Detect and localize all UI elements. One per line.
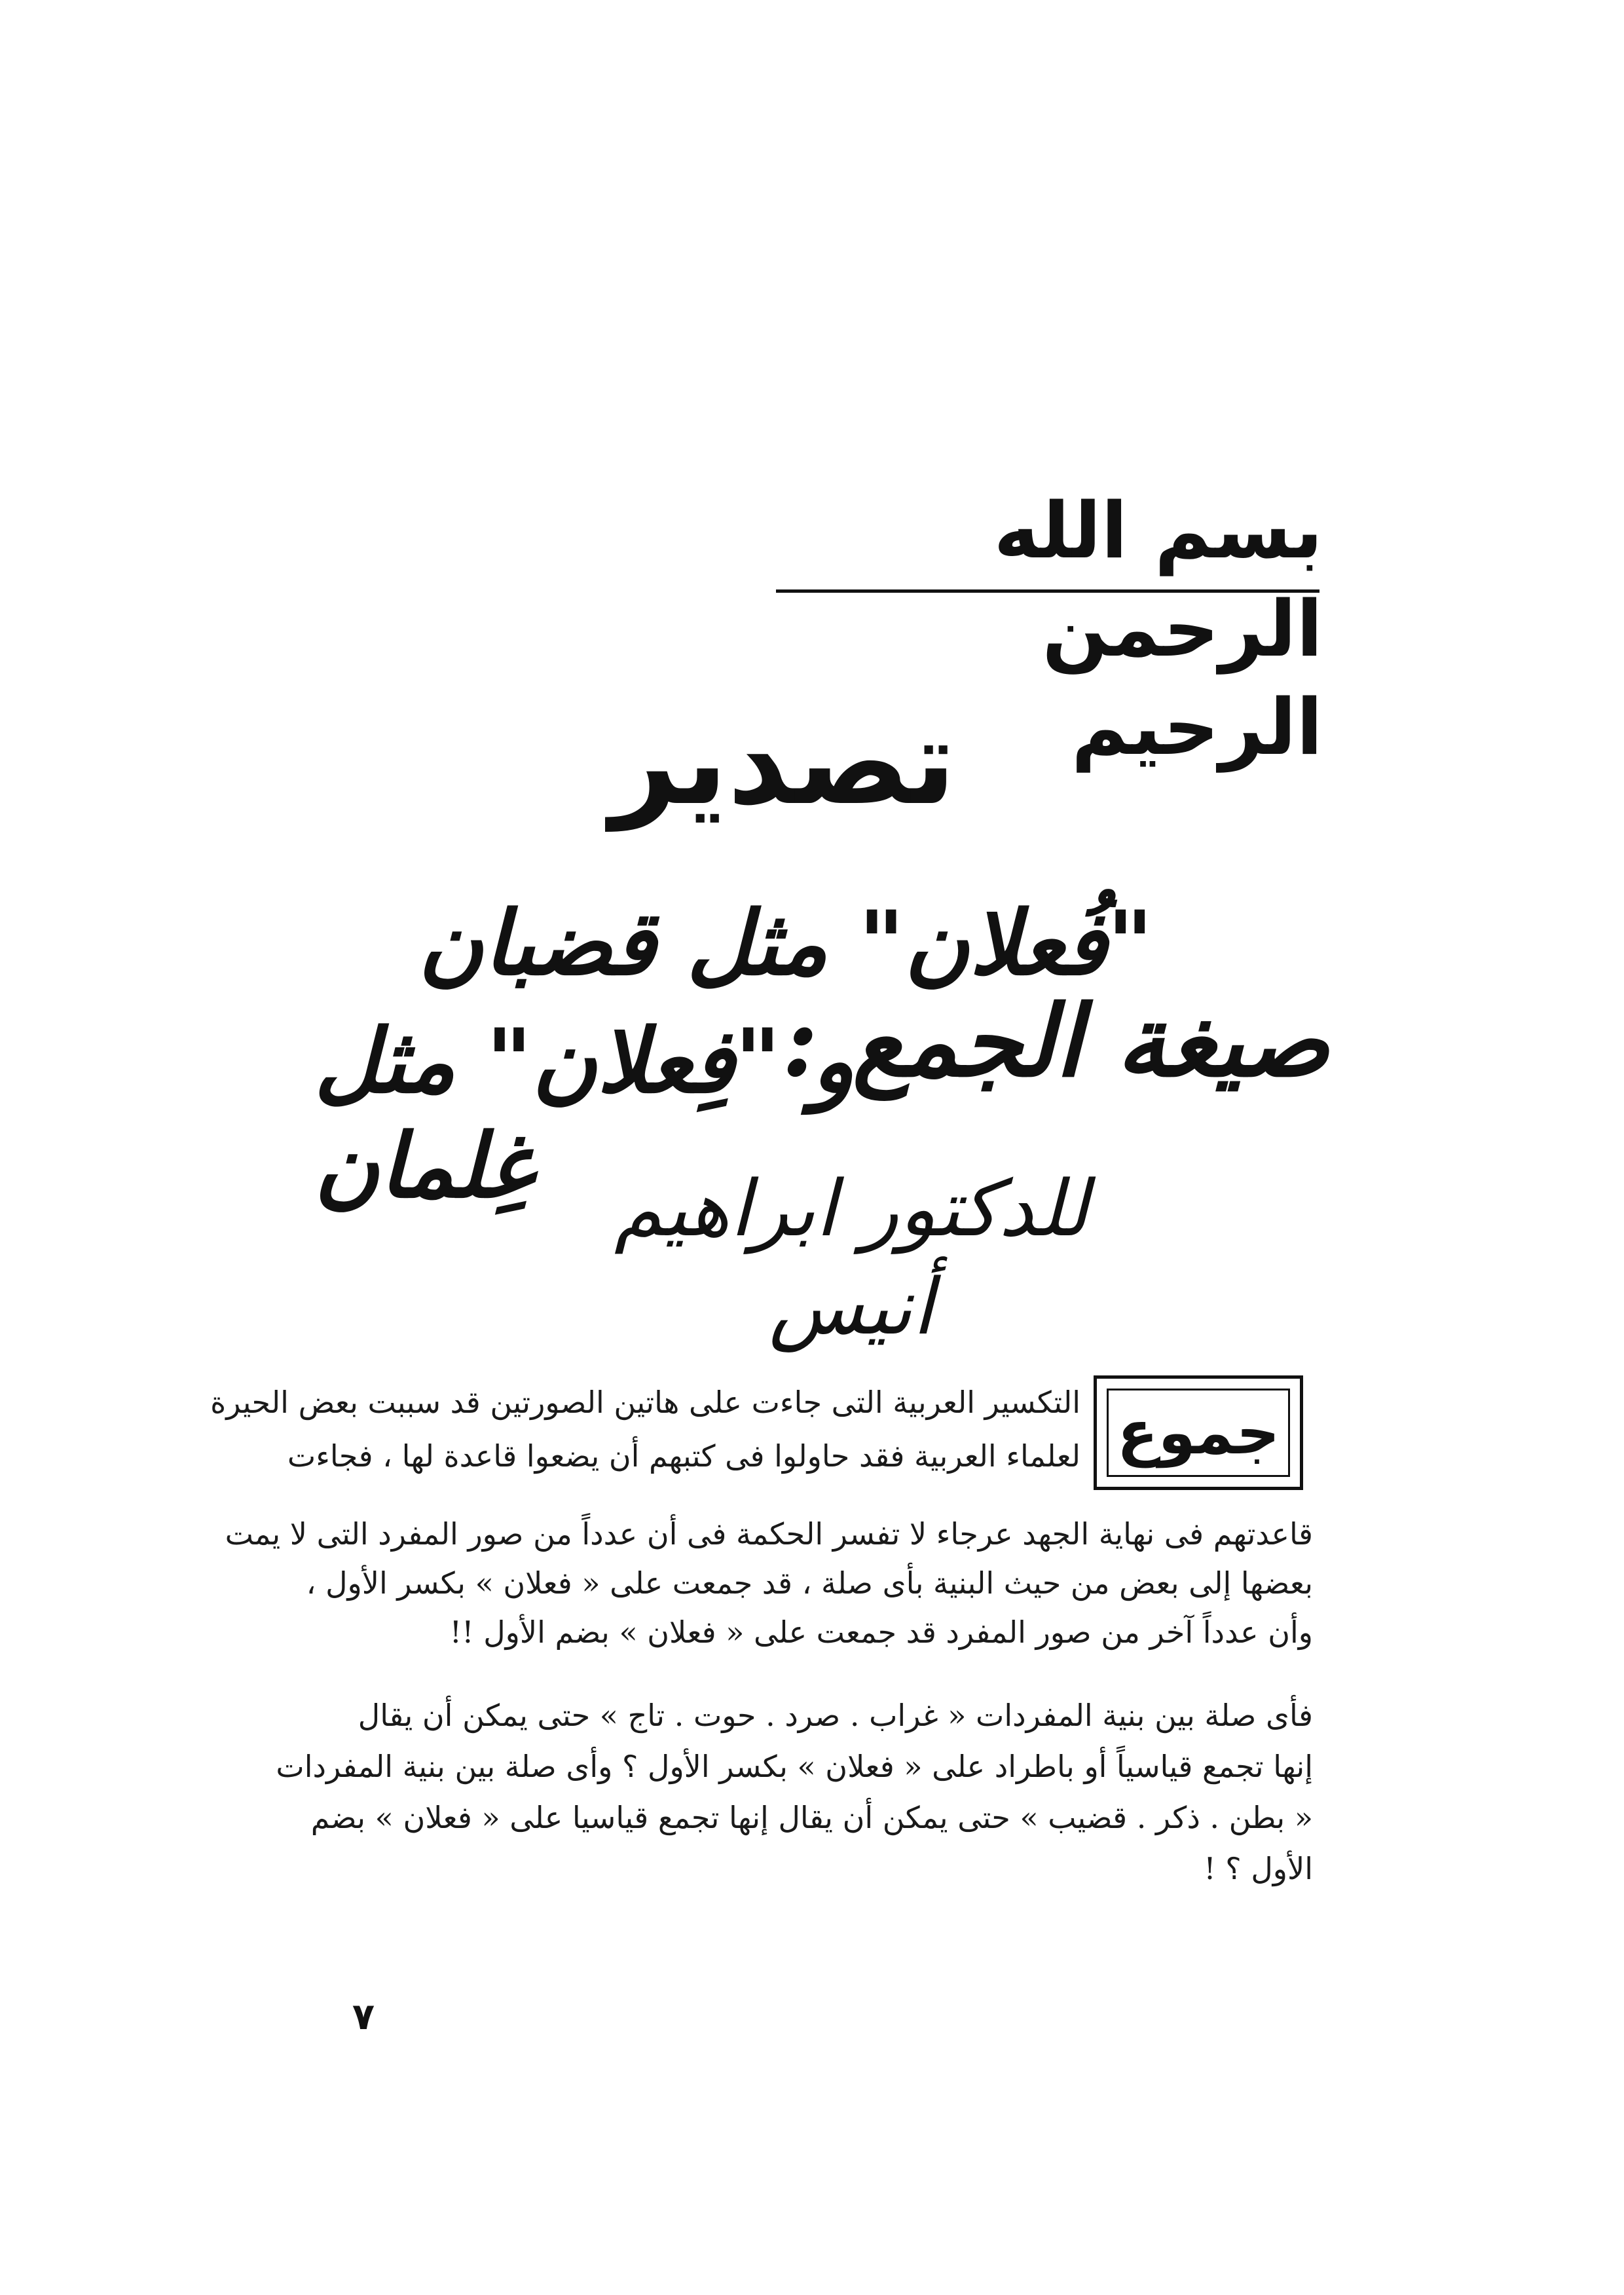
page-number: ٧ <box>352 1996 375 2038</box>
title-prefix: صيغة الجمع : <box>782 984 1329 1099</box>
text-line: وأن عدداً آخر من صور المفرد قد جمعت على « فعلان » بضم الأول !! <box>449 1614 1313 1650</box>
text-line: الأول ؟ ! <box>1204 1851 1313 1886</box>
text-line: التكسير العربية التى جاءت على هاتين الصورتين قد سببت بعض الحيرة <box>210 1385 1080 1420</box>
title-line-2: و "فِعلان" مثل غِلمان <box>314 1009 855 1218</box>
text-line: قاعدتهم فى نهاية الجهد عرجاء لا تفسر الحكمة فى أن عدداً من صور المفرد التى لا يمت <box>225 1516 1313 1552</box>
text-line: لعلماء العربية فقد حاولوا فى كتبهم أن يضعوا قاعدة لها ، فجاءت <box>287 1438 1080 1474</box>
heading-underline <box>776 589 1320 593</box>
paragraph-1-intro <box>210 1375 1080 1483</box>
text-line: بعضها إلى بعض من حيث البنية بأى صلة ، قد جمعت على « فعلان » بكسر الأول ، <box>306 1565 1313 1601</box>
paragraph-1-body <box>225 1510 1313 1657</box>
text-line: « بطن . ذكر . قضيب » حتى يمكن أن يقال إنها تجمع قياسيا على « فعلان » بضم <box>310 1800 1313 1835</box>
text-line: فأى صلة بين بنية المفردات « غراب . صرد . حوت . تاج » حتى يمكن أن يقال <box>358 1698 1313 1733</box>
paragraph-2 <box>276 1690 1313 1894</box>
text-line: إنها تجمع قياسياً أو باطراد على « فعلان » بكسر الأول ؟ وأى صلة بين بنية المفردات <box>276 1749 1313 1784</box>
sidebar-label-box <box>1094 1375 1303 1490</box>
title-line-1: "فُعلان" مثل قضبان <box>418 891 1153 995</box>
section-title: تصدير <box>610 694 956 831</box>
author-name: للدكتور ابراهيم أنيس <box>614 1163 1089 1352</box>
basmala-heading: بسم الله الرحمن الرحيم <box>993 485 1323 772</box>
sidebar-label: جموع <box>1107 1389 1290 1477</box>
